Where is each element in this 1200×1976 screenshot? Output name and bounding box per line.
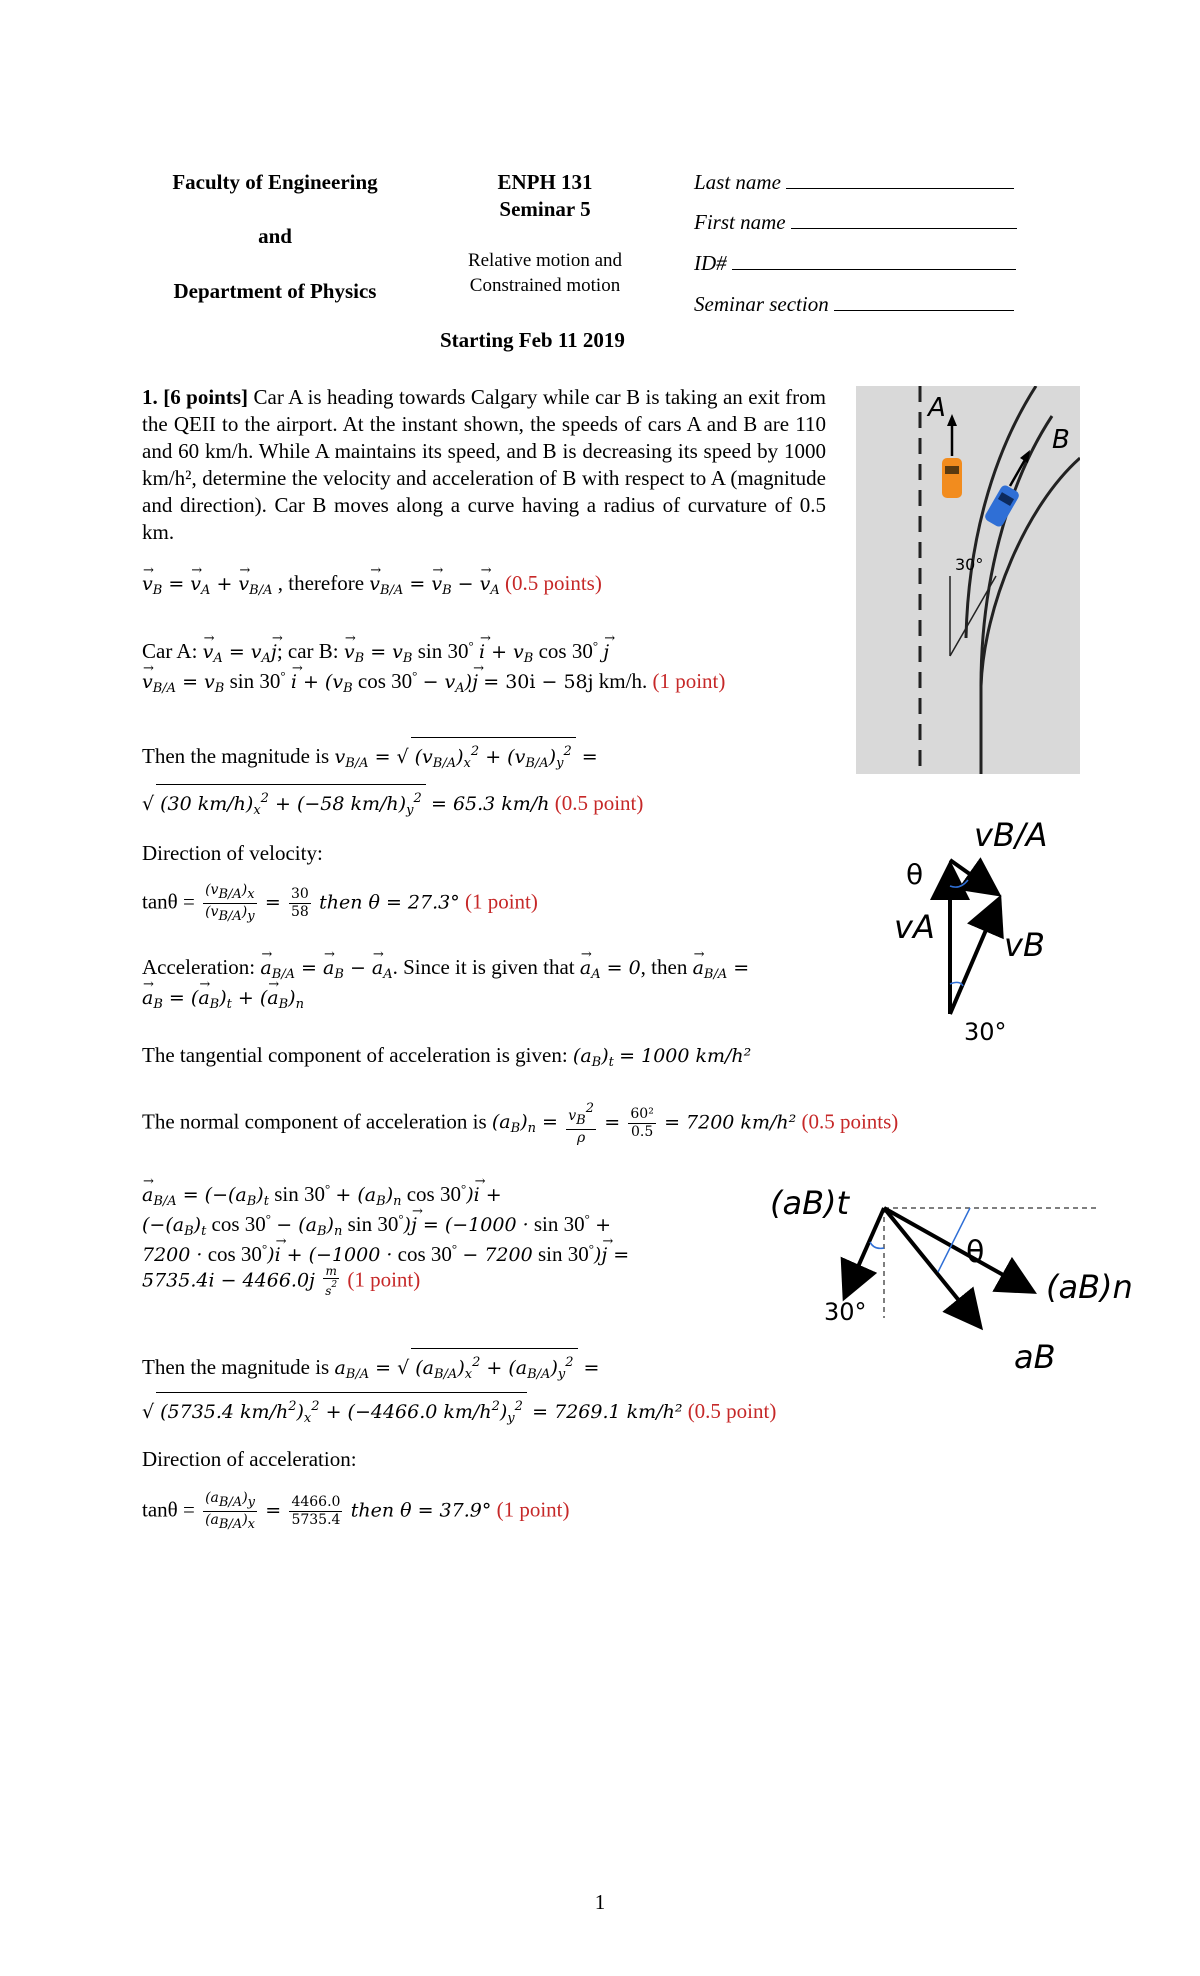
last-name-label: Last name xyxy=(694,170,781,194)
acceleration-magnitude-value-line: √ (5735.4 $km/h^2)_x^2 + (-4466.0$ $km/h^2)_y^2 = 7269.1$ km/h² (0.5 point) xyxy=(142,1392,776,1432)
rel-accel-line-2: ($-(a_B)_t$ $\cos 30^\circ - (a_B)_n$ sin 30°)→ j = (−1000 · sin 30° + xyxy=(142,1205,611,1245)
acceleration-magnitude-value: = 7269.1 km/h² xyxy=(532,1401,683,1423)
an-vector xyxy=(884,1208,1030,1290)
mark-0-5-points-b: (0.5 points) xyxy=(801,1109,899,1134)
ab-vector xyxy=(884,1208,978,1324)
acceleration-angle-value: then θ = 37.9° xyxy=(350,1499,492,1522)
velocity-magnitude-value-line: √ (30 $km/h)_x^2 + (-58$ $km/h)_y^2 = 65.3$ km/h (0.5 point) xyxy=(142,784,643,824)
va-label: vA xyxy=(894,908,935,946)
ab-label: aB xyxy=(1014,1338,1056,1376)
relative-velocity-value: = 30i − 58j xyxy=(483,671,594,693)
an-label: (aB)n xyxy=(1046,1268,1133,1306)
last-name-field xyxy=(694,170,1014,195)
first-name-field xyxy=(694,210,1017,235)
acceleration-vector-diagram xyxy=(760,1168,1160,1388)
velocity-magnitude-value: = 65.3 km/h xyxy=(430,793,550,815)
relative-acceleration-value: 5735.4i − 4466.0j xyxy=(142,1269,315,1292)
course-code: ENPH 131 xyxy=(497,170,593,194)
page-number: 1 xyxy=(594,1890,606,1914)
topic-line-2: Constrained motion xyxy=(469,275,621,296)
problem-statement xyxy=(142,384,826,546)
vba-label: vB/A xyxy=(974,816,1048,854)
mark-1-point-b: (1 point) xyxy=(464,889,538,914)
mark-0-5-point-b: (0.5 point) xyxy=(687,1399,777,1423)
at-label: (aB)t xyxy=(770,1184,850,1222)
car-velocities-line: Car A: → $v_A = v_A\to j$; car B: → $v_B = v_B$ $\sin 30^\circ \to i + v_B$ cos 30° → j xyxy=(142,632,609,672)
acceleration-intro-line: Acceleration: → $a_{B/A}$ = → $a_B$ − → $a_A$. Since it is given that → $a_A = 0$, then → $a_{B/A}$ = xyxy=(142,954,749,988)
tangential-acceleration-value: = 1000 km/h² xyxy=(619,1045,752,1067)
id-field xyxy=(694,251,1016,276)
mark-1-point-a: (1 point) xyxy=(652,669,726,693)
mark-0-5-point-a: (0.5 point) xyxy=(554,791,644,815)
relative-velocity-equation: → $v_B$ = → $v_A$ + → $v_{B/A}$ , therefore → $v_{B/A}$ = → $v_B$ − → $v_A$ (0.5 points) xyxy=(142,570,602,604)
section-label: Seminar section xyxy=(694,292,829,316)
topic-line-1: Relative motion and xyxy=(467,250,623,271)
car-b-label: B xyxy=(1052,425,1070,455)
acceleration-magnitude-line: Then the magnitude is $a_{B/A}$ = √ $(a_{B/A})_x^2 + (a_{B/A})_y^2$ = xyxy=(142,1348,599,1388)
car-a-label: A xyxy=(928,393,946,423)
first-name-blank xyxy=(791,210,1017,229)
problem-points: [6 points] xyxy=(163,385,249,409)
direction-acceleration-title: Direction of acceleration: xyxy=(142,1447,357,1471)
vb-vector xyxy=(950,902,998,1014)
faculty-line: Faculty of Engineering xyxy=(172,170,378,194)
problem-number: 1. xyxy=(142,385,158,409)
seminar-number: Seminar 5 xyxy=(499,197,591,221)
mark-0-5-points-a: (0.5 points) xyxy=(505,571,602,595)
tangential-acceleration-line: The tangential component of acceleration is given: $(a_B)_t = 1000$ km/h² xyxy=(142,1043,752,1070)
acceleration-components-line: → $a_B$ = (→ $a_B)_t$ + (→ $a_B)_n$ xyxy=(142,984,304,1018)
road-angle-label: 30° xyxy=(955,555,984,574)
acceleration-angle-line: tanθ = $\frac{(aB/A)y}{(aB/A)x}$ = $\frac{4466.0}{5735.4}$ then θ = 37.9° (1 point) xyxy=(142,1490,570,1532)
rel-accel-line-3: 7200 · cos 30°)→ i + (−1000 · cos 30° − 7200 sin 30°)→ j = xyxy=(142,1235,629,1269)
at-vector xyxy=(846,1208,884,1294)
department-line: Department of Physics xyxy=(173,279,377,303)
road-surface xyxy=(856,386,1080,774)
accel-theta-label: θ xyxy=(966,1235,985,1270)
vb-label: vB xyxy=(1004,926,1045,964)
rel-accel-line-1: → $a_{B/A} = (-(a_B)_t$ $\sin 30^\circ + (a_B)_n$ cos 30°)→ i + xyxy=(142,1175,502,1215)
car-a-icon xyxy=(942,458,962,498)
start-date: Starting Feb 11 2019 xyxy=(440,328,625,352)
velocity-angle-value: then θ = 27.3° xyxy=(319,891,460,914)
vel-theta-label: θ xyxy=(906,858,924,891)
section-blank xyxy=(834,292,1014,311)
first-name-label: First name xyxy=(694,210,786,234)
velocity-angle-line: tanθ = $\frac{(vB/A)x}{(vB/A)y}$ = $\frac{30}{58}$ then θ = 27.3° (1 point) xyxy=(142,882,538,924)
id-label: ID# xyxy=(694,251,727,275)
velocity-magnitude-line: Then the magnitude is $v_{B/A}$ = √ $(v_{B/A})_x^2 + (v_{B/A})_y^2$ = xyxy=(142,737,598,777)
rel-accel-line-4: 5735.4i − 4466.0j $\frac{m}{s^2}$ (1 point) xyxy=(142,1264,421,1298)
and-line: and xyxy=(258,224,292,248)
id-blank xyxy=(732,251,1016,270)
relative-velocity-components: → $v_{B/A} = v_B$ $\sin 30^\circ \to i + (v_B$ $\cos 30^\circ - v_A)\to j = 30i - 58j$ km/h. (1 point) xyxy=(142,662,725,702)
velocity-vector-diagram xyxy=(880,808,1100,1048)
accel-angle-arc-30 xyxy=(870,1242,884,1248)
road-figure xyxy=(856,386,1080,774)
normal-acceleration-line: The normal component of acceleration is $(a_B)_n$ = $\frac{vB2}{\rho}$ = $\frac{\text{60²}}{0.5}$ = 7200 km/h² (0.5 points) xyxy=(142,1101,899,1146)
problem-text: Car A is heading towards Calgary while car B is taking an exit from the QEII to the airport. At the instant shown, the speeds of cars A and B are 110 and 60 km/h. While A maintains its speed, and B is decreasing its speed by 1000 km/h², determine the velocity and acceleration of B with respect to A (magnitude and direction). Car B moves along a curve having a radius of curvature of 0.5 km. xyxy=(142,385,827,544)
direction-velocity-title: Direction of velocity: xyxy=(142,841,323,865)
normal-acceleration-value: = 7200 km/h² xyxy=(664,1111,797,1134)
last-name-blank xyxy=(786,170,1014,189)
mark-1-point-d: (1 point) xyxy=(496,1497,570,1522)
section-field xyxy=(694,292,1014,317)
vel-angle-arc-theta xyxy=(950,880,968,887)
vel-angle-label: 30° xyxy=(964,1018,1007,1046)
mark-1-point-c: (1 point) xyxy=(347,1267,421,1292)
accel-angle-label: 30° xyxy=(824,1298,867,1326)
